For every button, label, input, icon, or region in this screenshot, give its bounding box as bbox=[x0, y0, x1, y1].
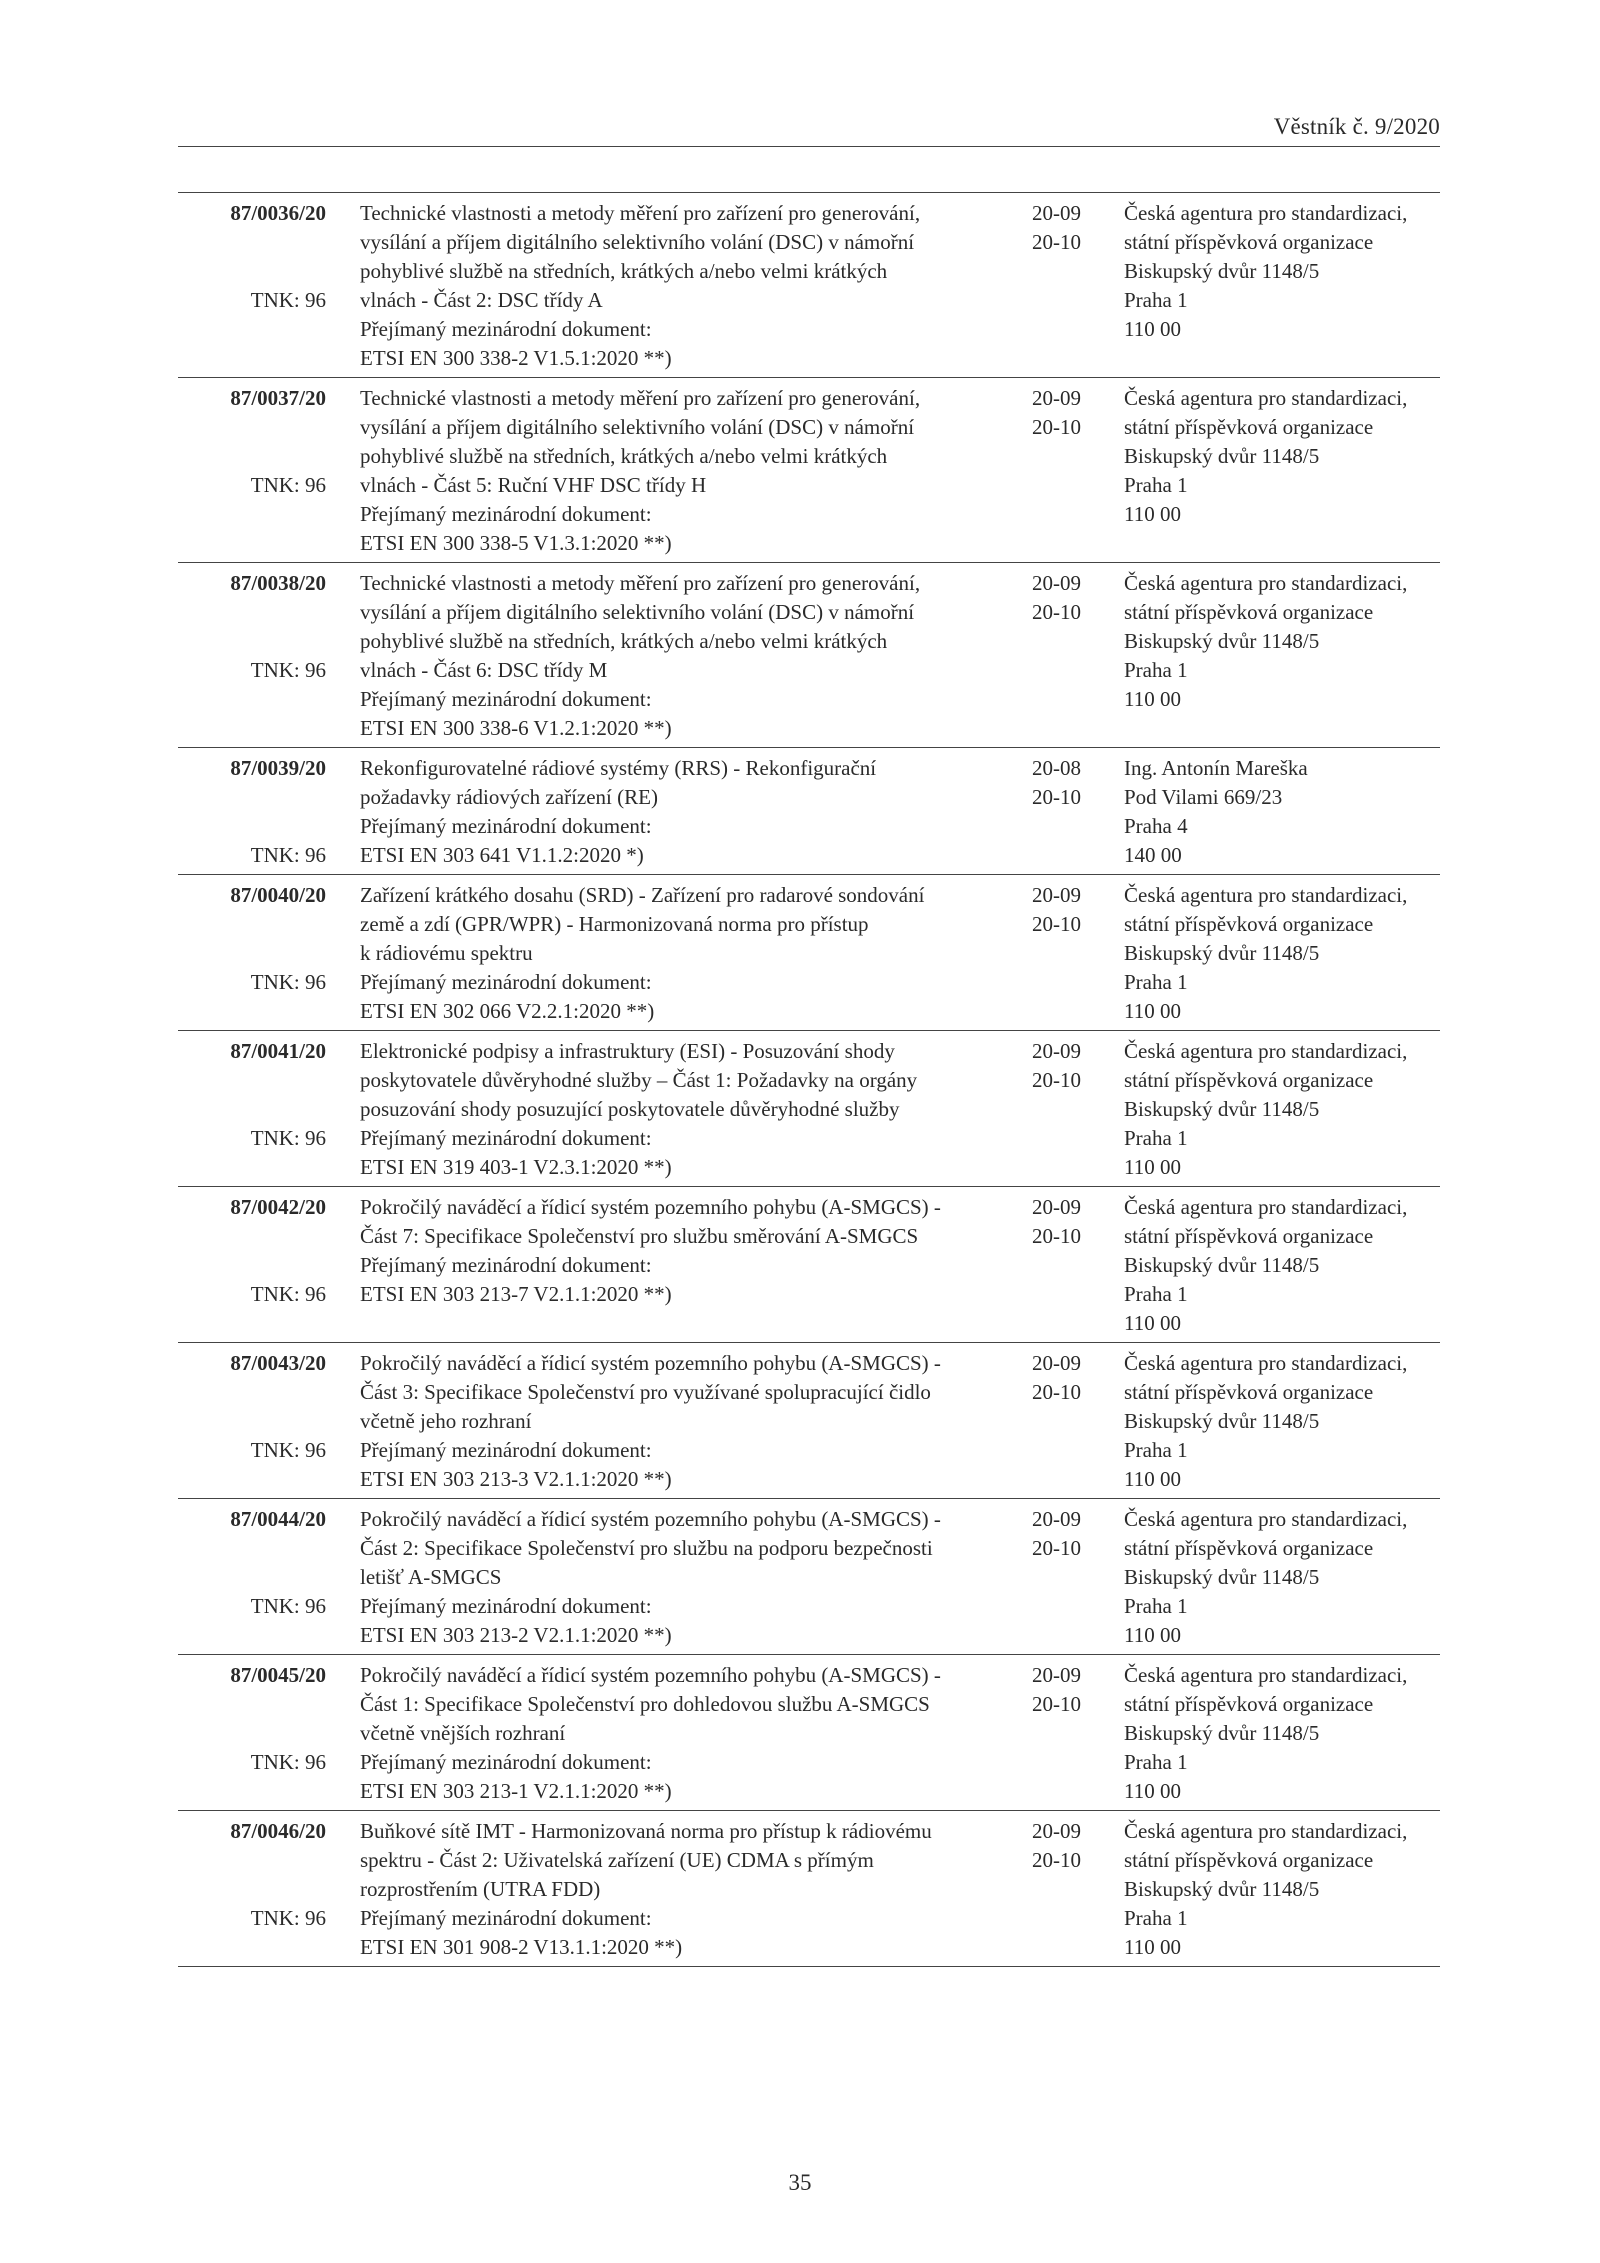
entry-date: 20-09 bbox=[1032, 1039, 1081, 1063]
entry-dates-cell bbox=[1032, 1661, 1124, 1719]
entry-organization-line: státní příspěvková organizace bbox=[1124, 415, 1374, 439]
table-row bbox=[178, 1811, 1440, 1967]
entry-organization-line: Biskupský dvůr 1148/5 bbox=[1124, 1721, 1320, 1745]
entry-date: 20-10 bbox=[1032, 1380, 1081, 1404]
entry-tnk: TNK: 96 bbox=[250, 658, 326, 682]
entry-title-line: Přejímaný mezinárodní dokument: bbox=[360, 970, 652, 994]
entry-organization-line: Česká agentura pro standardizaci, bbox=[1124, 1663, 1408, 1687]
table-row bbox=[178, 563, 1440, 748]
entry-title-line: rozprostřením (UTRA FDD) bbox=[360, 1877, 601, 1901]
entry-tnk: TNK: 96 bbox=[250, 843, 326, 867]
entry-id-cell bbox=[178, 1505, 326, 1618]
entry-title-line: Přejímaný mezinárodní dokument: bbox=[360, 1906, 652, 1930]
entry-title-cell bbox=[326, 199, 1032, 373]
entry-number: 87/0041/20 bbox=[230, 1039, 326, 1063]
page-header bbox=[178, 110, 1440, 147]
entry-title-cell bbox=[326, 1817, 1032, 1962]
entry-title-line: Buňkové sítě IMT - Harmonizovaná norma pro přístup k rádiovému bbox=[360, 1819, 932, 1843]
entry-dates-cell bbox=[1032, 1817, 1124, 1875]
entry-title-line: k rádiovému spektru bbox=[360, 941, 533, 965]
entry-organization-line: 110 00 bbox=[1124, 502, 1181, 526]
entry-id-cell bbox=[178, 1037, 326, 1150]
entry-title-line: ETSI EN 302 066 V2.2.1:2020 **) bbox=[360, 999, 655, 1023]
entry-organization-line: 110 00 bbox=[1124, 999, 1181, 1023]
entry-date: 20-09 bbox=[1032, 1819, 1081, 1843]
entry-date: 20-09 bbox=[1032, 201, 1081, 225]
entry-title-line: včetně vnějších rozhraní bbox=[360, 1721, 566, 1745]
entry-id-cell bbox=[178, 1661, 326, 1774]
entry-organization-cell bbox=[1124, 1349, 1440, 1494]
entry-title-line: Pokročilý naváděcí a řídicí systém pozemního pohybu (A-SMGCS) - bbox=[360, 1195, 941, 1219]
entry-title-line: Pokročilý naváděcí a řídicí systém pozemního pohybu (A-SMGCS) - bbox=[360, 1663, 941, 1687]
entry-title-line: Přejímaný mezinárodní dokument: bbox=[360, 502, 652, 526]
entry-number: 87/0044/20 bbox=[230, 1507, 326, 1531]
entry-date: 20-10 bbox=[1032, 230, 1081, 254]
entry-title-line: vysílání a příjem digitálního selektivního volání (DSC) v námořní bbox=[360, 230, 915, 254]
entry-date: 20-10 bbox=[1032, 600, 1081, 624]
entry-organization-line: Praha 1 bbox=[1124, 288, 1188, 312]
entry-title-cell bbox=[326, 1505, 1032, 1650]
entry-organization-line: Biskupský dvůr 1148/5 bbox=[1124, 259, 1320, 283]
entry-title-line: Přejímaný mezinárodní dokument: bbox=[360, 814, 652, 838]
entry-number: 87/0039/20 bbox=[230, 756, 326, 780]
entry-organization-line: Česká agentura pro standardizaci, bbox=[1124, 201, 1408, 225]
entry-id-cell bbox=[178, 384, 326, 497]
entry-organization-cell bbox=[1124, 881, 1440, 1026]
entry-organization-line: Praha 1 bbox=[1124, 1282, 1188, 1306]
entry-dates-cell bbox=[1032, 1505, 1124, 1563]
entry-title-line: Přejímaný mezinárodní dokument: bbox=[360, 1126, 652, 1150]
entry-organization-line: Praha 1 bbox=[1124, 658, 1188, 682]
entry-tnk: TNK: 96 bbox=[250, 1438, 326, 1462]
page-number: 35 bbox=[788, 2170, 812, 2195]
entry-dates-cell bbox=[1032, 1037, 1124, 1095]
table-row bbox=[178, 1031, 1440, 1187]
entry-organization-cell bbox=[1124, 384, 1440, 529]
entry-title-line: požadavky rádiových zařízení (RE) bbox=[360, 785, 658, 809]
entry-title-line: Pokročilý naváděcí a řídicí systém pozemního pohybu (A-SMGCS) - bbox=[360, 1507, 941, 1531]
entry-organization-line: Česká agentura pro standardizaci, bbox=[1124, 571, 1408, 595]
entry-number: 87/0043/20 bbox=[230, 1351, 326, 1375]
entry-tnk: TNK: 96 bbox=[250, 288, 326, 312]
entry-organization-line: Biskupský dvůr 1148/5 bbox=[1124, 1253, 1320, 1277]
entry-date: 20-09 bbox=[1032, 883, 1081, 907]
entry-title-line: ETSI EN 300 338-6 V1.2.1:2020 **) bbox=[360, 716, 672, 740]
entry-date: 20-10 bbox=[1032, 1536, 1081, 1560]
entry-date: 20-08 bbox=[1032, 756, 1081, 780]
entry-title-line: Přejímaný mezinárodní dokument: bbox=[360, 317, 652, 341]
entry-organization-cell bbox=[1124, 1817, 1440, 1962]
entry-title-line: ETSI EN 303 213-3 V2.1.1:2020 **) bbox=[360, 1467, 672, 1491]
entry-tnk: TNK: 96 bbox=[250, 473, 326, 497]
entry-organization-line: Praha 1 bbox=[1124, 1750, 1188, 1774]
entry-organization-cell bbox=[1124, 1193, 1440, 1338]
entry-dates-cell bbox=[1032, 754, 1124, 812]
entry-organization-cell bbox=[1124, 1505, 1440, 1650]
entry-title-line: ETSI EN 303 641 V1.1.2:2020 *) bbox=[360, 843, 644, 867]
entry-title-line: posuzování shody posuzující poskytovatele důvěryhodné služby bbox=[360, 1097, 900, 1121]
entry-title-line: Rekonfigurovatelné rádiové systémy (RRS) - Rekonfigurační bbox=[360, 756, 877, 780]
entry-organization-line: Česká agentura pro standardizaci, bbox=[1124, 1039, 1408, 1063]
entry-title-line: pohyblivé službě na středních, krátkých a/nebo velmi krátkých bbox=[360, 259, 888, 283]
entry-title-line: vlnách - Část 6: DSC třídy M bbox=[360, 658, 608, 682]
entry-organization-line: státní příspěvková organizace bbox=[1124, 912, 1374, 936]
entry-organization-line: Praha 1 bbox=[1124, 473, 1188, 497]
table-row bbox=[178, 378, 1440, 563]
entry-number: 87/0046/20 bbox=[230, 1819, 326, 1843]
entry-organization-line: Praha 1 bbox=[1124, 970, 1188, 994]
entry-organization-line: Česká agentura pro standardizaci, bbox=[1124, 1507, 1408, 1531]
entry-organization-line: Biskupský dvůr 1148/5 bbox=[1124, 1565, 1320, 1589]
entry-date: 20-10 bbox=[1032, 415, 1081, 439]
entry-organization-line: 110 00 bbox=[1124, 687, 1181, 711]
entry-date: 20-10 bbox=[1032, 785, 1081, 809]
entry-title-line: Pokročilý naváděcí a řídicí systém pozemního pohybu (A-SMGCS) - bbox=[360, 1351, 941, 1375]
entry-title-line: Zařízení krátkého dosahu (SRD) - Zařízení pro radarové sondování bbox=[360, 883, 925, 907]
entry-date: 20-09 bbox=[1032, 386, 1081, 410]
entry-id-cell bbox=[178, 881, 326, 994]
entry-number: 87/0042/20 bbox=[230, 1195, 326, 1219]
entry-tnk: TNK: 96 bbox=[250, 1594, 326, 1618]
entry-dates-cell bbox=[1032, 1193, 1124, 1251]
entry-organization-line: Praha 4 bbox=[1124, 814, 1188, 838]
entry-title-line: Technické vlastnosti a metody měření pro zařízení pro generování, bbox=[360, 201, 921, 225]
entry-organization-line: 140 00 bbox=[1124, 843, 1182, 867]
entry-number: 87/0040/20 bbox=[230, 883, 326, 907]
entry-tnk: TNK: 96 bbox=[250, 1282, 326, 1306]
entry-organization-line: Česká agentura pro standardizaci, bbox=[1124, 883, 1408, 907]
entry-title-line: Část 7: Specifikace Společenství pro službu směrování A-SMGCS bbox=[360, 1224, 919, 1248]
entry-title-line: vlnách - Část 5: Ruční VHF DSC třídy H bbox=[360, 473, 707, 497]
entry-title-line: poskytovatele důvěryhodné služby – Část 1: Požadavky na orgány bbox=[360, 1068, 918, 1092]
entry-title-line: letišť A-SMGCS bbox=[360, 1565, 502, 1589]
entry-title-cell bbox=[326, 1661, 1032, 1806]
entry-organization-line: státní příspěvková organizace bbox=[1124, 1380, 1374, 1404]
table-row bbox=[178, 1655, 1440, 1811]
entry-organization-cell bbox=[1124, 754, 1440, 870]
entry-organization-cell bbox=[1124, 1037, 1440, 1182]
entry-organization-line: Pod Vilami 669/23 bbox=[1124, 785, 1283, 809]
entry-id-cell bbox=[178, 754, 326, 867]
entry-organization-line: Praha 1 bbox=[1124, 1906, 1188, 1930]
entry-id-cell bbox=[178, 1193, 326, 1306]
entry-organization-line: Praha 1 bbox=[1124, 1126, 1188, 1150]
entry-organization-line: Česká agentura pro standardizaci, bbox=[1124, 1195, 1408, 1219]
entry-title-line: Přejímaný mezinárodní dokument: bbox=[360, 1253, 652, 1277]
entry-title-line: ETSI EN 303 213-2 V2.1.1:2020 **) bbox=[360, 1623, 672, 1647]
entry-organization-line: Praha 1 bbox=[1124, 1438, 1188, 1462]
entry-number: 87/0036/20 bbox=[230, 201, 326, 225]
entry-title-cell bbox=[326, 1349, 1032, 1494]
entry-organization-cell bbox=[1124, 569, 1440, 714]
entry-organization-line: 110 00 bbox=[1124, 1623, 1181, 1647]
entry-organization-line: státní příspěvková organizace bbox=[1124, 1692, 1374, 1716]
entry-organization-line: 110 00 bbox=[1124, 1467, 1181, 1491]
entry-date: 20-09 bbox=[1032, 1351, 1081, 1375]
entry-title-line: země a zdí (GPR/WPR) - Harmonizovaná norma pro přístup bbox=[360, 912, 869, 936]
entry-number: 87/0045/20 bbox=[230, 1663, 326, 1687]
entry-organization-line: státní příspěvková organizace bbox=[1124, 600, 1374, 624]
table-row bbox=[178, 748, 1440, 875]
entry-organization-line: Biskupský dvůr 1148/5 bbox=[1124, 444, 1320, 468]
entry-date: 20-10 bbox=[1032, 1068, 1081, 1092]
entry-title-line: Část 3: Specifikace Společenství pro využívané spolupracující čidlo bbox=[360, 1380, 931, 1404]
entry-title-line: Elektronické podpisy a infrastruktury (ESI) - Posuzování shody bbox=[360, 1039, 895, 1063]
entry-organization-line: Biskupský dvůr 1148/5 bbox=[1124, 629, 1320, 653]
entry-date: 20-10 bbox=[1032, 1848, 1081, 1872]
entry-id-cell bbox=[178, 1817, 326, 1930]
entry-id-cell bbox=[178, 199, 326, 312]
table-row bbox=[178, 1343, 1440, 1499]
entry-title-line: Část 1: Specifikace Společenství pro dohledovou službu A-SMGCS bbox=[360, 1692, 930, 1716]
entry-title-line: ETSI EN 300 338-5 V1.3.1:2020 **) bbox=[360, 531, 672, 555]
entry-title-line: ETSI EN 319 403-1 V2.3.1:2020 **) bbox=[360, 1155, 672, 1179]
entry-date: 20-10 bbox=[1032, 912, 1081, 936]
entry-title-line: vysílání a příjem digitálního selektivního volání (DSC) v námořní bbox=[360, 415, 915, 439]
entry-number: 87/0038/20 bbox=[230, 571, 326, 595]
entry-title-line: ETSI EN 303 213-7 V2.1.1:2020 **) bbox=[360, 1282, 672, 1306]
entry-date: 20-10 bbox=[1032, 1224, 1081, 1248]
entry-organization-line: Biskupský dvůr 1148/5 bbox=[1124, 941, 1320, 965]
entry-title-line: Část 2: Specifikace Společenství pro službu na podporu bezpečnosti bbox=[360, 1536, 933, 1560]
entry-number: 87/0037/20 bbox=[230, 386, 326, 410]
entry-title-line: Přejímaný mezinárodní dokument: bbox=[360, 1594, 652, 1618]
entry-tnk: TNK: 96 bbox=[250, 1750, 326, 1774]
standards-table bbox=[178, 192, 1440, 1967]
bulletin-title: Věstník č. 9/2020 bbox=[1273, 114, 1440, 139]
entry-organization-line: Česká agentura pro standardizaci, bbox=[1124, 1351, 1408, 1375]
entry-date: 20-09 bbox=[1032, 1195, 1081, 1219]
entry-dates-cell bbox=[1032, 1349, 1124, 1407]
entry-date: 20-09 bbox=[1032, 1507, 1081, 1531]
entry-tnk: TNK: 96 bbox=[250, 1126, 326, 1150]
entry-title-cell bbox=[326, 881, 1032, 1026]
entry-date: 20-10 bbox=[1032, 1692, 1081, 1716]
entry-organization-line: Biskupský dvůr 1148/5 bbox=[1124, 1877, 1320, 1901]
entry-organization-line: Ing. Antonín Mareška bbox=[1124, 756, 1308, 780]
entry-organization-line: státní příspěvková organizace bbox=[1124, 1536, 1374, 1560]
entry-organization-line: Praha 1 bbox=[1124, 1594, 1188, 1618]
entry-title-line: Technické vlastnosti a metody měření pro zařízení pro generování, bbox=[360, 571, 921, 595]
entry-title-line: vysílání a příjem digitálního selektivního volání (DSC) v námořní bbox=[360, 600, 915, 624]
entry-title-cell bbox=[326, 384, 1032, 558]
table-row bbox=[178, 1499, 1440, 1655]
entry-title-line: Přejímaný mezinárodní dokument: bbox=[360, 687, 652, 711]
entry-title-line: včetně jeho rozhraní bbox=[360, 1409, 532, 1433]
entry-title-cell bbox=[326, 754, 1032, 870]
entry-title-line: ETSI EN 303 213-1 V2.1.1:2020 **) bbox=[360, 1779, 672, 1803]
entry-title-line: spektru - Část 2: Uživatelská zařízení (UE) CDMA s přímým bbox=[360, 1848, 874, 1872]
entry-title-line: ETSI EN 300 338-2 V1.5.1:2020 **) bbox=[360, 346, 672, 370]
entry-title-line: Přejímaný mezinárodní dokument: bbox=[360, 1750, 652, 1774]
entry-organization-line: státní příspěvková organizace bbox=[1124, 1224, 1374, 1248]
entry-date: 20-09 bbox=[1032, 571, 1081, 595]
entry-organization-line: 110 00 bbox=[1124, 1779, 1181, 1803]
entry-title-line: vlnách - Část 2: DSC třídy A bbox=[360, 288, 603, 312]
entry-date: 20-09 bbox=[1032, 1663, 1081, 1687]
entry-organization-cell bbox=[1124, 199, 1440, 344]
entry-organization-line: státní příspěvková organizace bbox=[1124, 230, 1374, 254]
entry-title-line: Přejímaný mezinárodní dokument: bbox=[360, 1438, 652, 1462]
entry-title-cell bbox=[326, 1037, 1032, 1182]
entry-tnk: TNK: 96 bbox=[250, 970, 326, 994]
table-row bbox=[178, 1187, 1440, 1343]
entry-title-line: pohyblivé službě na středních, krátkých a/nebo velmi krátkých bbox=[360, 444, 888, 468]
entry-dates-cell bbox=[1032, 881, 1124, 939]
entry-organization-line: Česká agentura pro standardizaci, bbox=[1124, 386, 1408, 410]
table-row bbox=[178, 193, 1440, 378]
entry-dates-cell bbox=[1032, 199, 1124, 257]
entry-id-cell bbox=[178, 1349, 326, 1462]
entry-id-cell bbox=[178, 569, 326, 682]
entry-organization-line: státní příspěvková organizace bbox=[1124, 1068, 1374, 1092]
entry-organization-line: státní příspěvková organizace bbox=[1124, 1848, 1374, 1872]
entry-organization-line: Biskupský dvůr 1148/5 bbox=[1124, 1409, 1320, 1433]
entry-organization-line: 110 00 bbox=[1124, 1935, 1181, 1959]
entry-organization-line: 110 00 bbox=[1124, 1155, 1181, 1179]
entry-organization-line: 110 00 bbox=[1124, 317, 1181, 341]
entry-title-cell bbox=[326, 1193, 1032, 1309]
entry-title-line: ETSI EN 301 908-2 V13.1.1:2020 **) bbox=[360, 1935, 683, 1959]
entry-title-line: pohyblivé službě na středních, krátkých a/nebo velmi krátkých bbox=[360, 629, 888, 653]
entry-dates-cell bbox=[1032, 569, 1124, 627]
entry-organization-line: Biskupský dvůr 1148/5 bbox=[1124, 1097, 1320, 1121]
entry-organization-line: 110 00 bbox=[1124, 1311, 1181, 1335]
entry-organization-cell bbox=[1124, 1661, 1440, 1806]
entry-tnk: TNK: 96 bbox=[250, 1906, 326, 1930]
entry-dates-cell bbox=[1032, 384, 1124, 442]
table-row bbox=[178, 875, 1440, 1031]
entry-title-line: Technické vlastnosti a metody měření pro zařízení pro generování, bbox=[360, 386, 921, 410]
entry-title-cell bbox=[326, 569, 1032, 743]
entry-organization-line: Česká agentura pro standardizaci, bbox=[1124, 1819, 1408, 1843]
